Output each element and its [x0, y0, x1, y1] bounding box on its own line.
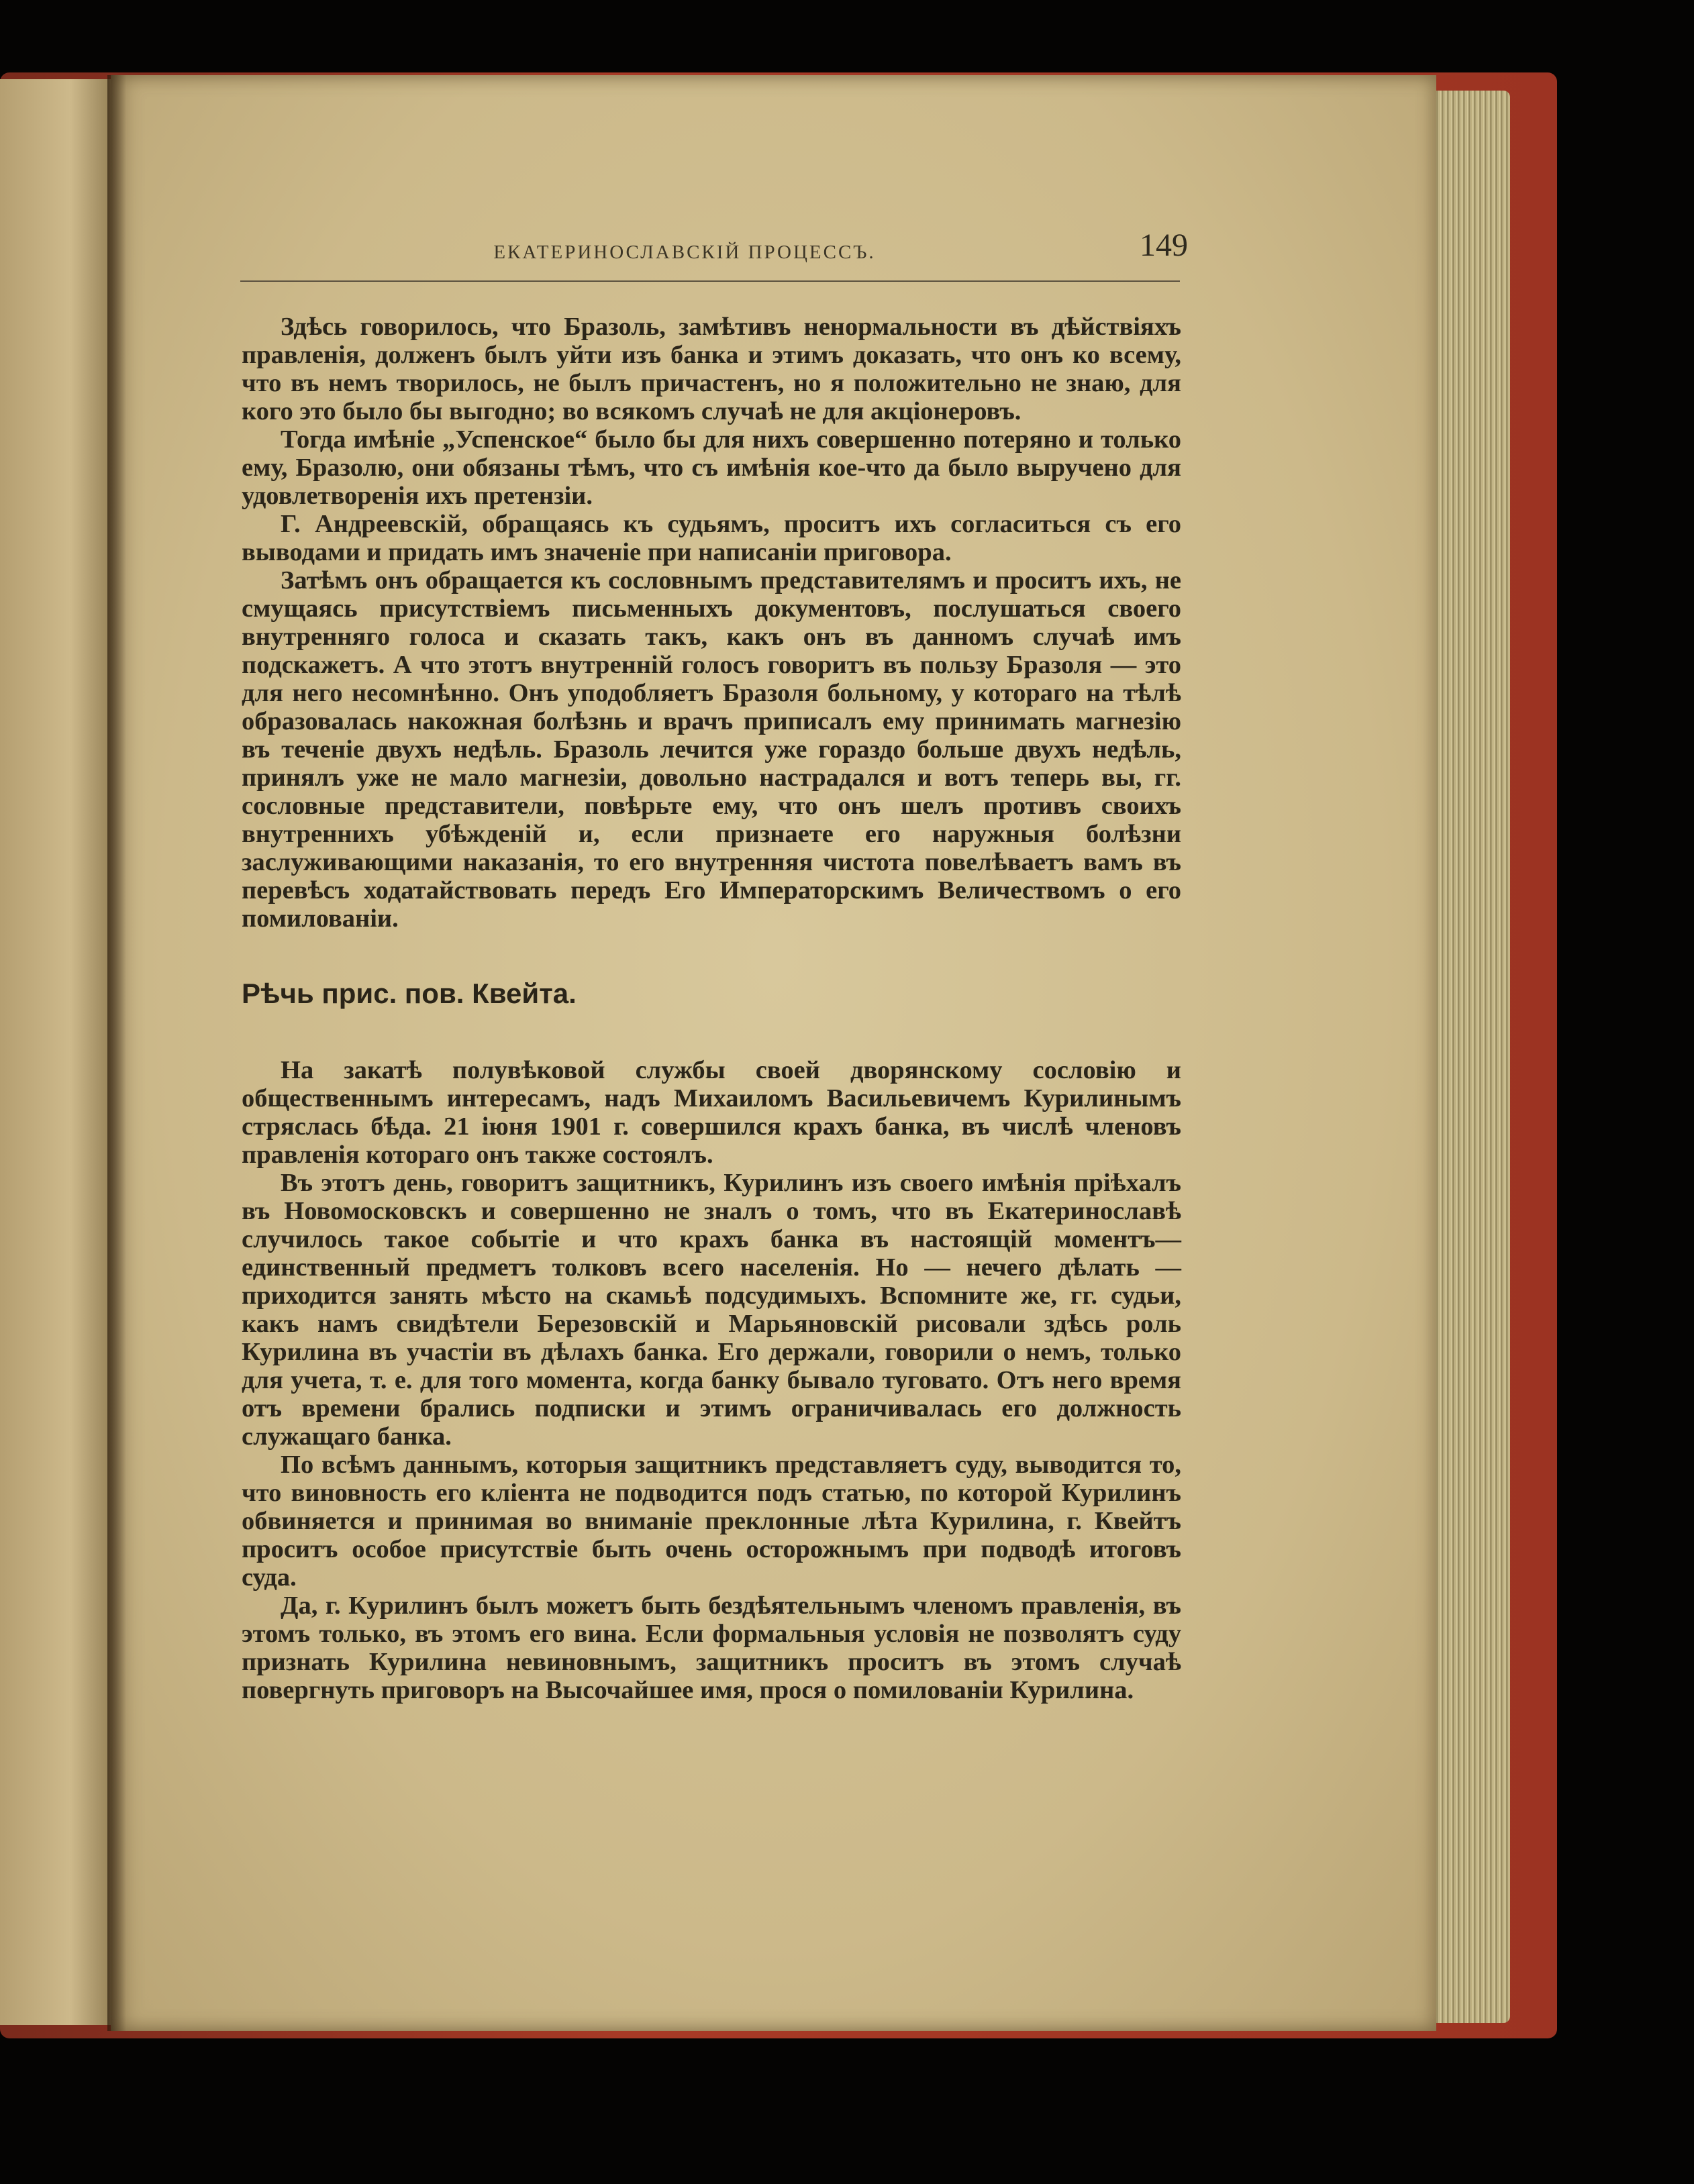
- page-number: 149: [1140, 227, 1188, 263]
- header-rule: [240, 280, 1180, 282]
- paragraph: Въ этотъ день, говоритъ защитникъ, Курилинъ изъ своего имѣнія пріѣхалъ въ Новомосковскъ и совершенно не зналъ о томъ, что въ Екатеринославѣ случилось такое событіе и что крахъ банка въ настоящій моментъ—единственный предметъ толковъ всего населенія. Но — нечего дѣлать — приходится занять мѣсто на скамьѣ подсудимыхъ. Вспомните же, гг. судьи, какъ намъ свидѣтели Березовскій и Марьяновскій рисовали здѣсь роль Курилина въ участіи въ дѣлахъ банка. Его держали, говорили о немъ, только для учета, т. е. для того момента, когда банку бывало туговато. Отъ него время отъ времени брались подписки и этимъ ограничивалась его должность служащаго банка.: [242, 1169, 1181, 1451]
- paragraph: Тогда имѣніе „Успенское“ было бы для нихъ совершенно потеряно и только ему, Бразолю, они обязаны тѣмъ, что съ имѣнія кое-что да было выручено для удовлетворенія ихъ претензіи.: [242, 425, 1181, 510]
- left-page-edge: [0, 79, 117, 2025]
- paragraph: Да, г. Курилинъ былъ можетъ быть бездѣятельнымъ членомъ правленія, въ этомъ только, въ этомъ его вина. Если формальныя условія не позволятъ суду признать Курилина невиновнымъ, защитникъ проситъ въ этомъ случаѣ повергнуть приговоръ на Высочайшее имя, прося о помилованіи Курилина.: [242, 1592, 1181, 1704]
- gutter-shadow: [107, 75, 126, 2031]
- paragraph: На закатѣ полувѣковой службы своей дворянскому сословію и общественнымъ интересамъ, надъ Михаиломъ Васильевичемъ Курилинымъ стряслась бѣда. 21 іюня 1901 г. совершился крахъ банка, въ числѣ членовъ правленія котораго онъ также состоялъ.: [242, 1056, 1181, 1169]
- paragraph: Г. Андреевскій, обращаясь къ судьямъ, проситъ ихъ согласиться съ его выводами и придать имъ значеніе при написаніи приговора.: [242, 510, 1181, 566]
- running-title: ЕКАТЕРИНОСЛАВСКІЙ ПРОЦЕССЪ.: [493, 242, 876, 263]
- page-body: [242, 313, 1181, 1704]
- paragraph: Затѣмъ онъ обращается къ сословнымъ представителямъ и проситъ ихъ, не смущаясь присутствіемъ письменныхъ документовъ, послушаться своего внутренняго голоса и сказать такъ, какъ онъ въ данномъ случаѣ имъ подскажетъ. А что этотъ внутренній голосъ говоритъ въ пользу Бразоля — это для него несомнѣнно. Онъ уподобляетъ Бразоля больному, у котораго на тѣлѣ образовалась накожная болѣзнь и врачъ приписалъ ему принимать магнезію въ теченіе двухъ недѣль. Бразоль лечится уже гораздо больше двухъ недѣль, принялъ уже не мало магнезіи, довольно настрадался и вотъ теперь вы, гг. сословные представители, повѣрьте ему, что онъ шелъ противъ своихъ внутреннихъ убѣжденій и, если признаете его наружныя болѣзни заслуживающими наказанія, то его внутренняя чистота повелѣваетъ вамъ въ перевѣсъ ходатайствовать передъ Его Императорскимъ Величествомъ о его помилованіи.: [242, 566, 1181, 933]
- paragraph: По всѣмъ даннымъ, которыя защитникъ представляетъ суду, выводится то, что виновность его кліента не подводится подъ статью, по которой Курилинъ обвиняется и принимая во вниманіе преклонные лѣта Курилина, г. Квейтъ проситъ особое присутствіе быть очень осторожнымъ при подводѣ итоговъ суда.: [242, 1451, 1181, 1592]
- paragraph: Здѣсь говорилось, что Бразоль, замѣтивъ ненормальности въ дѣйствіяхъ правленія, долженъ былъ уйти изъ банка и этимъ доказать, что онъ ко всему, что въ немъ творилось, не былъ причастенъ, но я положительно не знаю, для кого это было бы выгодно; во всякомъ случаѣ не для акціонеровъ.: [242, 313, 1181, 425]
- section-heading: Рѣчь прис. пов. Квейта.: [242, 978, 577, 1009]
